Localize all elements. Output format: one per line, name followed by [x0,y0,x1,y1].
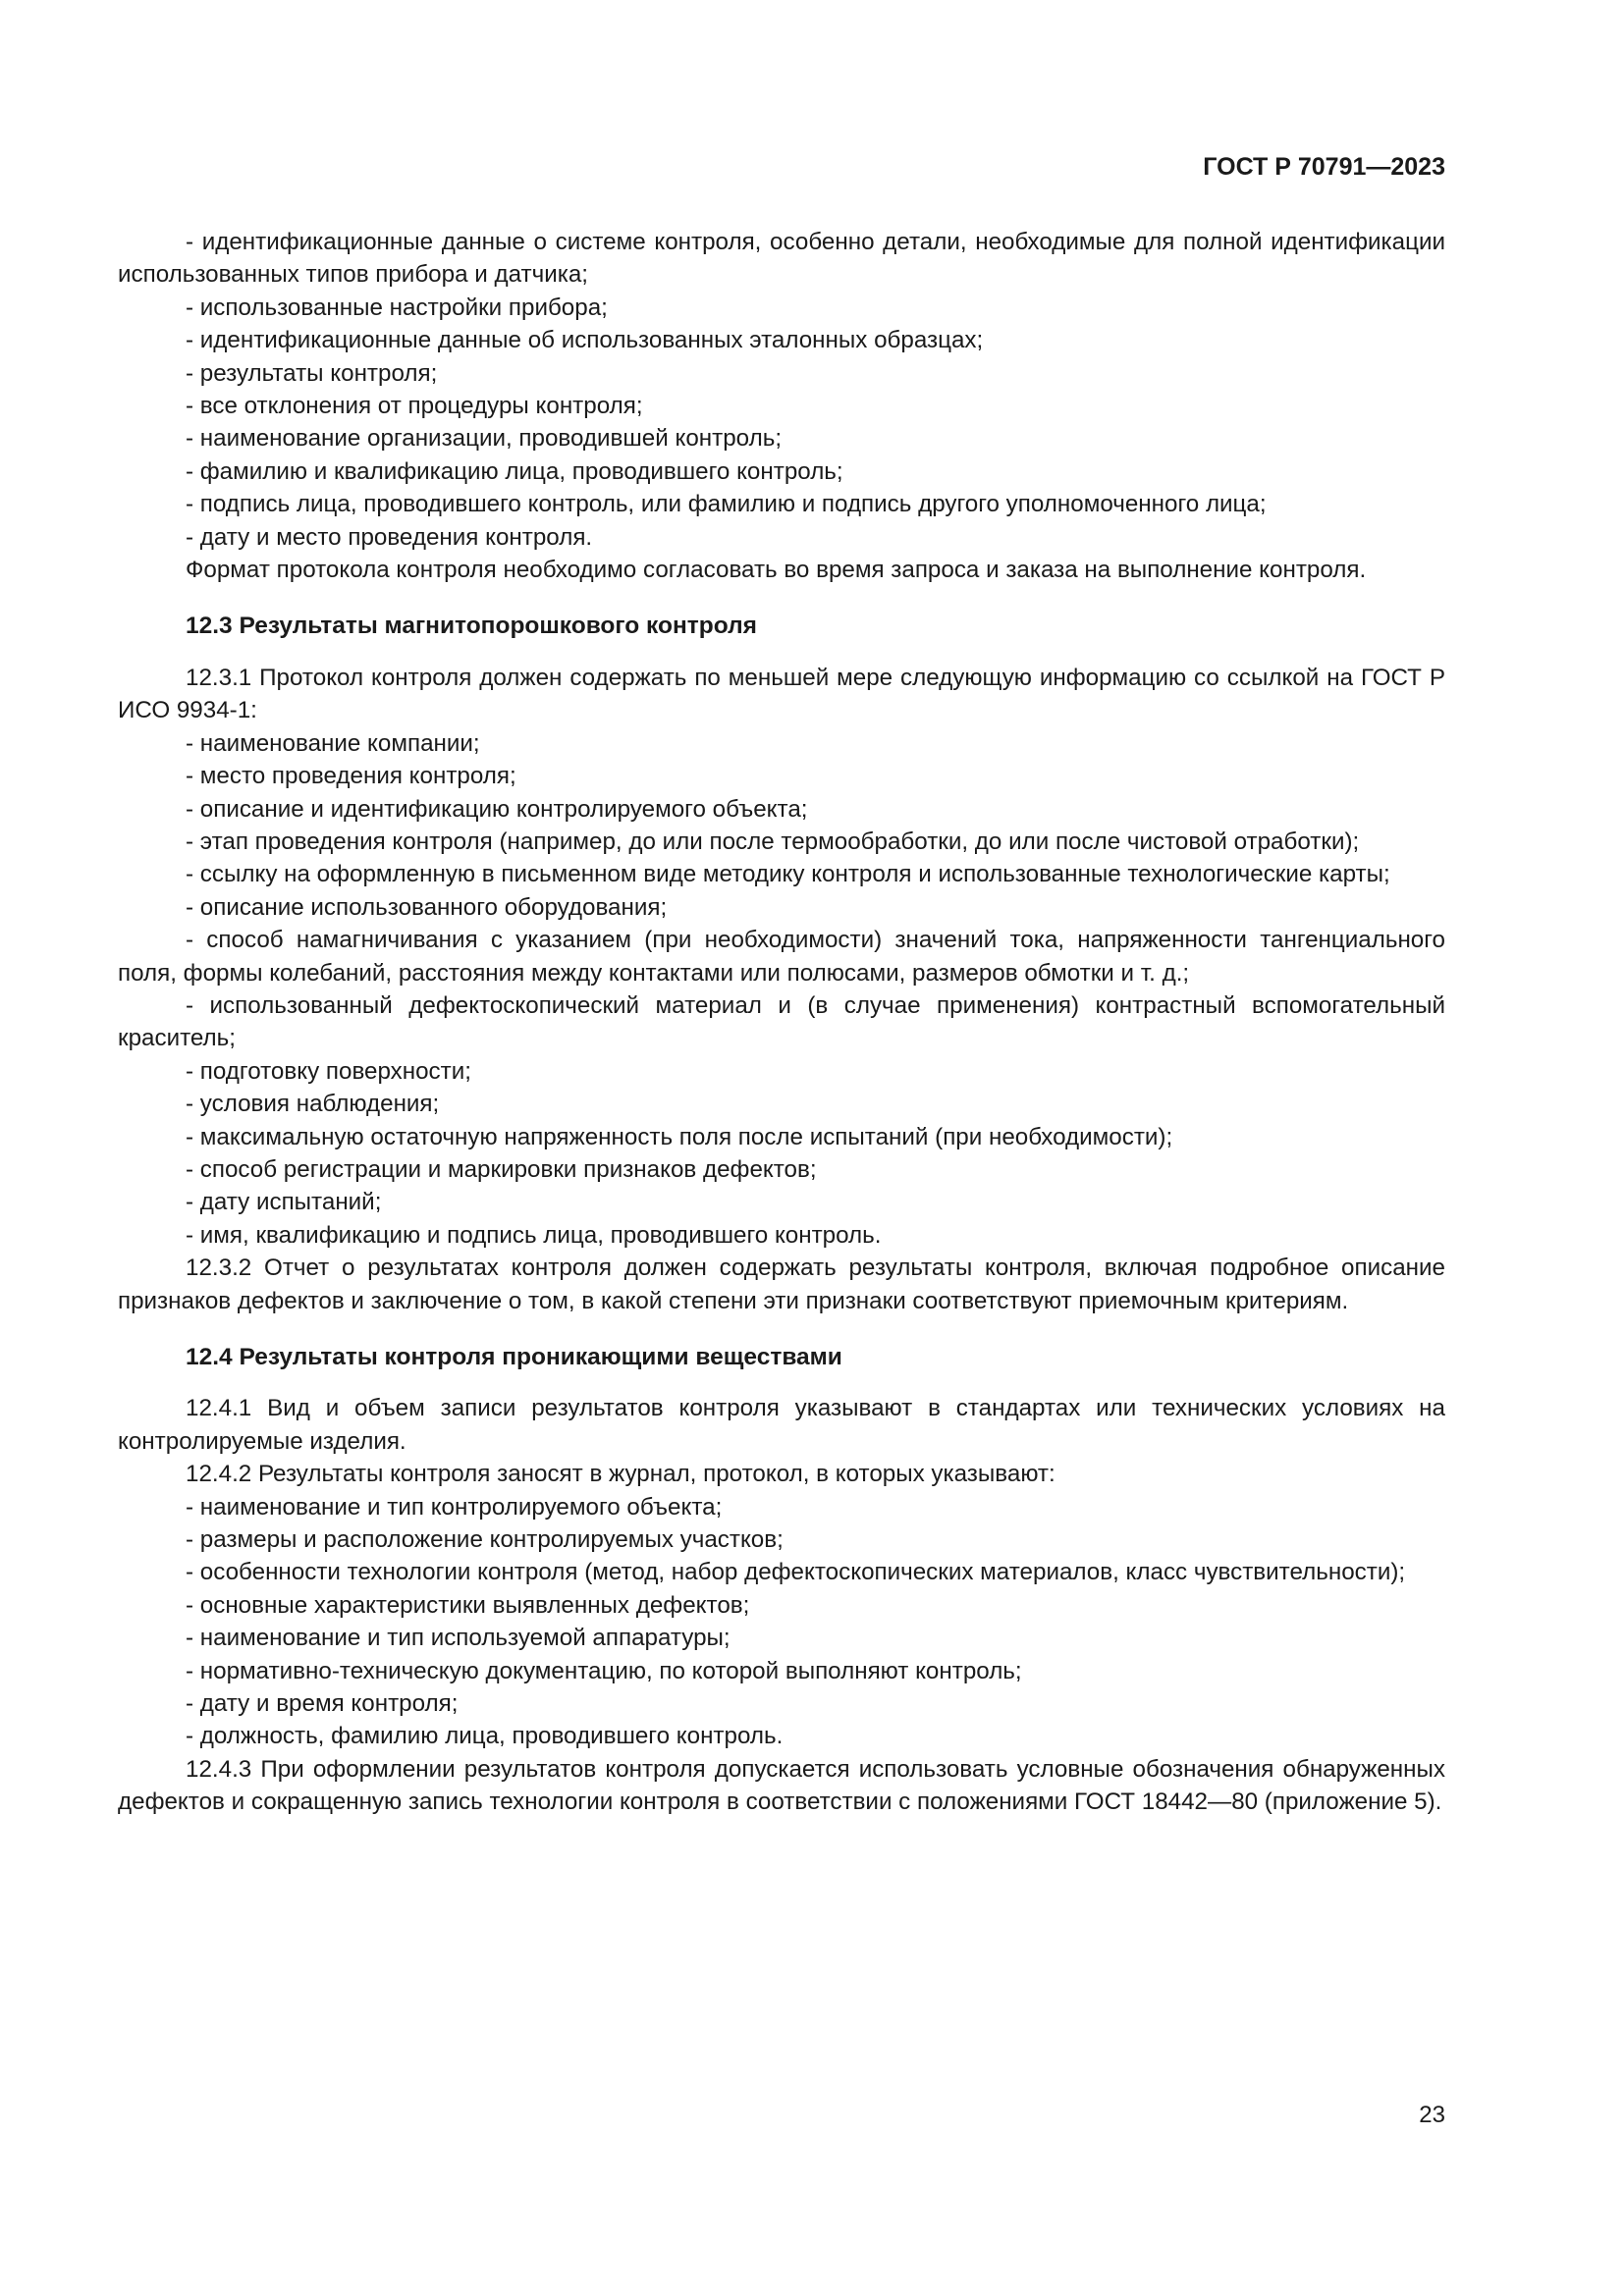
list-item: - подготовку поверхности; [186,1057,471,1085]
list-item: - основные характеристики выявленных дефектов; [186,1591,750,1619]
intro-list [118,226,1445,586]
list-item: - дату испытаний; [186,1189,382,1216]
section-heading-12-4: 12.4 Результаты контроля проникающими веществами [186,1344,842,1370]
list-item: - все отклонения от процедуры контроля; [186,393,643,420]
page-number: 23 [1419,2102,1445,2128]
list-item: - ссылку на оформленную в письменном виде методику контроля и использованные технологические карты; [186,861,1390,888]
list-item: - максимальную остаточную напряженность поля после испытаний (при необходимости); [186,1123,1173,1150]
list-item: - идентификационные данные об использованных эталонных образцах; [186,327,984,354]
paragraph: 12.3.2 Отчет о результатах контроля должен содержать результаты контроля, включая подробное описание признаков дефектов и заключение о том, в какой степени эти признаки соответствуют приемочным критериям. [118,1255,1445,1314]
list-item: - способ намагничивания с указанием (при необходимости) значений тока, напряженности тангенциального поля, формы колебаний, расстояния между контактами или полюсами, размеров обмотки и т. д.; [118,927,1445,987]
list-item: - условия наблюдения; [186,1091,440,1118]
list-item: - способ регистрации и маркировки признаков дефектов; [186,1155,817,1183]
list-item: - должность, фамилию лица, проводившего контроль. [186,1723,784,1750]
list-item: - наименование и тип используемой аппаратуры; [186,1625,731,1652]
document-header: ГОСТ Р 70791—2023 [1203,153,1445,181]
paragraph: 12.4.1 Вид и объем записи результатов контроля указывают в стандартах или технических условиях на контролируемые изделия. [118,1395,1445,1455]
list-item: - дату и время контроля; [186,1690,459,1718]
section-12-4-body [118,1392,1445,1818]
list-item: - идентификационные данные о системе контроля, особенно детали, необходимые для полной идентификации использованных типов прибора и датчика; [118,229,1445,289]
list-item: - наименование и тип контролируемого объекта; [186,1493,723,1521]
paragraph: Формат протокола контроля необходимо согласовать во время запроса и заказа на выполнение контроля. [186,557,1367,584]
list-item: - особенности технологии контроля (метод, набор дефектоскопических материалов, класс чувствительности); [186,1559,1406,1586]
list-item: - имя, квалификацию и подпись лица, проводившего контроль. [186,1221,882,1249]
list-item: - подпись лица, проводившего контроль, или фамилию и подпись другого уполномоченного лица; [186,491,1267,518]
list-item: - описание использованного оборудования; [186,893,668,921]
section-heading-12-3: 12.3 Результаты магнитопорошкового контроля [186,613,757,640]
paragraph: 12.4.2 Результаты контроля заносят в журнал, протокол, в которых указывают: [186,1461,1056,1488]
list-item: - место проведения контроля; [186,763,516,790]
list-item: - использованный дефектоскопический материал и (в случае применения) контрастный вспомогательный краситель; [118,991,1445,1052]
list-item: - использованные настройки прибора; [186,294,608,321]
list-item: - наименование компании; [186,729,480,757]
list-item: - наименование организации, проводившей контроль; [186,425,783,453]
list-item: - описание и идентификацию контролируемого объекта; [186,795,808,823]
paragraph: 12.4.3 При оформлении результатов контроля допускается использовать условные обозначения обнаруженных дефектов и сокращенную запись технологии контроля в соответствии с положениями ГОСТ 18442—80 (приложение 5). [118,1755,1445,1816]
paragraph: 12.3.1 Протокол контроля должен содержать по меньшей мере следующую информацию со ссылкой на ГОСТ Р ИСО 9934-1: [118,664,1445,724]
list-item: - нормативно-техническую документацию, по которой выполняют контроль; [186,1657,1022,1684]
list-item: - этап проведения контроля (например, до или после термообработки, до или после чистовой отработки); [186,828,1360,855]
section-12-3-body [118,662,1445,1317]
list-item: - размеры и расположение контролируемых участков; [186,1526,784,1554]
list-item: - дату и место проведения контроля. [186,523,593,551]
document-body [118,226,1445,1819]
list-item: - результаты контроля; [186,359,438,387]
list-item: - фамилию и квалификацию лица, проводившего контроль; [186,457,843,485]
